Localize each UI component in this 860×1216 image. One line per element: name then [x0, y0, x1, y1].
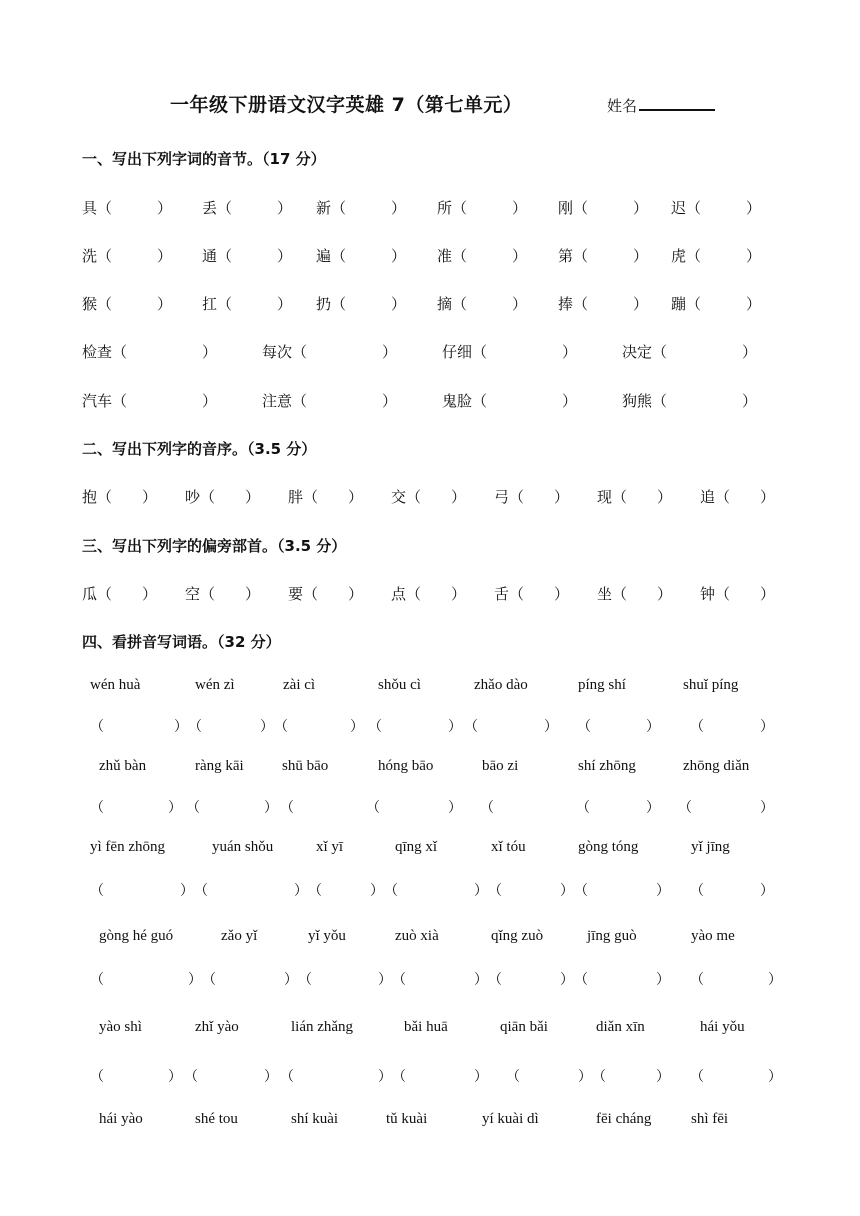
answer-close-paren[interactable]: ） [760, 719, 774, 735]
answer-close-paren[interactable]: ） [768, 972, 782, 988]
answer-close-paren[interactable]: ） [294, 883, 308, 899]
answer-row-2 [88, 797, 778, 817]
word-item[interactable]: 检查（ ） [82, 343, 218, 361]
pinyin-word: xǐ tóu [491, 839, 526, 855]
answer-close-paren[interactable]: ） [448, 800, 462, 816]
pinyin-word: hái yào [99, 1111, 143, 1127]
radical-item[interactable]: 瓜（ ） [82, 585, 158, 603]
answer-open-paren[interactable]: （ [392, 972, 406, 988]
pinyin-word: gòng hé guó [99, 928, 174, 944]
answer-close-paren[interactable]: ） [260, 719, 274, 735]
answer-row-4 [88, 969, 782, 989]
answer-close-paren[interactable]: ） [180, 883, 194, 899]
answer-open-paren[interactable]: （ [184, 1069, 198, 1085]
pinyin-word: lián zhǎng [291, 1019, 354, 1035]
answer-close-paren[interactable]: ） [378, 1069, 392, 1085]
pinyin-word: zhǔ bàn [99, 758, 147, 774]
pinyin-word: fēi cháng [596, 1111, 652, 1127]
answer-close-paren[interactable]: ） [474, 1069, 488, 1085]
pinyin-word: qiān bǎi [500, 1019, 548, 1035]
pinyin-word: shí zhōng [578, 758, 636, 774]
initial-item[interactable]: 吵（ ） [185, 488, 261, 506]
pinyin-word: hái yǒu [700, 1019, 745, 1035]
answer-close-paren[interactable]: ） [174, 719, 188, 735]
answer-close-paren[interactable]: ） [646, 719, 660, 735]
answer-open-paren[interactable]: （ [186, 800, 200, 816]
answer-open-paren[interactable]: （ [576, 800, 590, 816]
initial-row [82, 486, 782, 506]
radical-item[interactable]: 舌（ ） [494, 585, 570, 603]
pinyin-row-1 [88, 677, 778, 697]
answer-close-paren[interactable]: ） [560, 972, 574, 988]
pinyin-word: diǎn xīn [596, 1019, 645, 1035]
initial-item[interactable]: 抱（ ） [82, 488, 158, 506]
answer-open-paren[interactable]: （ [690, 883, 704, 899]
radical-item[interactable]: 点（ ） [391, 585, 467, 603]
pinyin-word: tǔ kuài [386, 1111, 428, 1127]
pinyin-word: yuán shǒu [212, 839, 274, 855]
pinyin-word: yào shì [99, 1019, 142, 1035]
answer-open-paren[interactable]: （ [690, 1069, 704, 1085]
answer-open-paren[interactable]: （ [384, 883, 398, 899]
char-item[interactable]: 扛（ ） [202, 295, 293, 313]
pinyin-word: bǎi huā [404, 1019, 448, 1035]
answer-open-paren[interactable]: （ [298, 972, 312, 988]
answer-open-paren[interactable]: （ [280, 800, 294, 816]
answer-close-paren[interactable]: ） [448, 719, 462, 735]
answer-open-paren[interactable]: （ [90, 800, 104, 816]
word-item[interactable]: 决定（ ） [622, 343, 758, 361]
answer-close-paren[interactable]: ） [656, 883, 670, 899]
page-title: 一年级下册语文汉字英雄 7（第七单元） [170, 94, 523, 116]
char-item[interactable]: 蹦（ ） [671, 295, 762, 313]
answer-open-paren[interactable]: （ [488, 883, 502, 899]
char-item[interactable]: 迟（ ） [671, 199, 762, 217]
word-item[interactable]: 鬼脸（ ） [442, 392, 578, 410]
pinyin-word: shǒu cì [378, 677, 421, 693]
answer-close-paren[interactable]: ） [768, 1069, 782, 1085]
radical-row [82, 583, 782, 603]
pinyin-word: shì fēi [691, 1111, 729, 1127]
pinyin-word: zǎo yǐ [221, 928, 258, 944]
name-field[interactable] [607, 95, 715, 116]
word-row-2 [82, 390, 782, 410]
char-item[interactable]: 丢（ ） [202, 199, 293, 217]
char-item[interactable]: 刚（ ） [558, 199, 649, 217]
answer-open-paren[interactable]: （ [506, 1069, 520, 1085]
answer-open-paren[interactable]: （ [274, 719, 288, 735]
answer-row-3 [88, 880, 778, 900]
char-item[interactable]: 具（ ） [82, 199, 173, 217]
pinyin-word: qǐng zuò [491, 928, 544, 944]
answer-close-paren[interactable]: ） [760, 800, 774, 816]
answer-close-paren[interactable]: ） [168, 1069, 182, 1085]
answer-close-paren[interactable]: ） [474, 972, 488, 988]
char-item[interactable]: 洗（ ） [82, 247, 173, 265]
char-item[interactable]: 猴（ ） [82, 295, 173, 313]
char-row-2 [82, 245, 782, 265]
answer-open-paren[interactable]: （ [90, 719, 104, 735]
answer-open-paren[interactable]: （ [366, 800, 380, 816]
char-item[interactable]: 准（ ） [437, 247, 528, 265]
pinyin-row-3 [88, 839, 778, 859]
char-item[interactable]: 扔（ ） [316, 295, 407, 313]
pinyin-word: zài cì [283, 677, 316, 693]
char-item[interactable]: 摘（ ） [437, 295, 528, 313]
answer-row-1 [88, 716, 778, 736]
answer-open-paren[interactable]: （ [90, 883, 104, 899]
answer-open-paren[interactable]: （ [690, 719, 704, 735]
radical-item[interactable]: 要（ ） [288, 585, 364, 603]
char-row-3 [82, 293, 782, 313]
pinyin-word: jīng guò [587, 928, 637, 944]
pinyin-word: wén zì [195, 677, 235, 693]
pinyin-word: xǐ yī [316, 839, 344, 855]
answer-close-paren[interactable]: ） [188, 972, 202, 988]
answer-close-paren[interactable]: ） [760, 883, 774, 899]
answer-close-paren[interactable]: ） [578, 1069, 592, 1085]
char-row-1 [82, 197, 782, 217]
answer-close-paren[interactable]: ） [378, 972, 392, 988]
answer-open-paren[interactable]: （ [574, 972, 588, 988]
answer-close-paren[interactable]: ） [544, 719, 558, 735]
char-item[interactable]: 所（ ） [437, 199, 528, 217]
pinyin-word: qīng xǐ [395, 839, 438, 855]
answer-close-paren[interactable]: ） [370, 883, 384, 899]
answer-open-paren[interactable]: （ [480, 800, 494, 816]
char-item[interactable]: 遍（ ） [316, 247, 407, 265]
pinyin-word: wén huà [90, 677, 141, 693]
answer-close-paren[interactable]: ） [560, 883, 574, 899]
answer-open-paren[interactable]: （ [308, 883, 322, 899]
pinyin-row-6 [88, 1111, 778, 1131]
word-item[interactable]: 注意（ ） [262, 392, 398, 410]
section-1-heading: 一、写出下列字词的音节。（17 分） [82, 150, 326, 168]
pinyin-row-4 [88, 928, 778, 948]
answer-open-paren[interactable]: （ [690, 972, 704, 988]
pinyin-word: yào me [691, 928, 735, 944]
answer-close-paren[interactable]: ） [474, 883, 488, 899]
answer-open-paren[interactable]: （ [392, 1069, 406, 1085]
answer-open-paren[interactable]: （ [488, 972, 502, 988]
pinyin-word: yǐ jīng [691, 839, 730, 855]
pinyin-word: yí kuài dì [482, 1111, 539, 1127]
section-3-heading: 三、写出下列字的偏旁部首。（3.5 分） [82, 537, 347, 555]
pinyin-word: shé tou [195, 1111, 238, 1127]
answer-close-paren[interactable]: ） [656, 1069, 670, 1085]
name-label: 姓名 [607, 97, 638, 115]
char-item[interactable]: 虎（ ） [671, 247, 762, 265]
pinyin-word: gòng tóng [578, 839, 639, 855]
word-item[interactable]: 狗熊（ ） [622, 392, 758, 410]
answer-close-paren[interactable]: ） [264, 1069, 278, 1085]
answer-open-paren[interactable]: （ [280, 1069, 294, 1085]
initial-item[interactable]: 追（ ） [700, 488, 776, 506]
initial-item[interactable]: 弓（ ） [494, 488, 570, 506]
radical-item[interactable]: 空（ ） [185, 585, 261, 603]
pinyin-word: zhǎo dào [474, 677, 528, 693]
pinyin-word: yǐ yǒu [308, 928, 346, 944]
radical-item[interactable]: 坐（ ） [597, 585, 673, 603]
answer-open-paren[interactable]: （ [577, 719, 591, 735]
word-item[interactable]: 每次（ ） [262, 343, 398, 361]
initial-item[interactable]: 胖（ ） [288, 488, 364, 506]
answer-open-paren[interactable]: （ [202, 972, 216, 988]
initial-item[interactable]: 交（ ） [391, 488, 467, 506]
section-2-heading: 二、写出下列字的音序。（3.5 分） [82, 440, 317, 458]
word-item[interactable]: 仔细（ ） [442, 343, 578, 361]
answer-close-paren[interactable]: ） [284, 972, 298, 988]
name-blank-line[interactable] [639, 95, 715, 111]
pinyin-word: píng shí [578, 677, 626, 693]
answer-close-paren[interactable]: ） [656, 972, 670, 988]
answer-close-paren[interactable]: ） [168, 800, 182, 816]
initial-item[interactable]: 现（ ） [597, 488, 673, 506]
word-item[interactable]: 汽车（ ） [82, 392, 218, 410]
pinyin-row-2 [88, 758, 778, 778]
char-item[interactable]: 捧（ ） [558, 295, 649, 313]
answer-open-paren[interactable]: （ [90, 972, 104, 988]
answer-open-paren[interactable]: （ [188, 719, 202, 735]
pinyin-word: ràng kāi [195, 758, 244, 774]
pinyin-word: zhōng diǎn [683, 758, 750, 774]
answer-open-paren[interactable]: （ [678, 800, 692, 816]
answer-row-5 [88, 1066, 782, 1086]
char-item[interactable]: 第（ ） [558, 247, 649, 265]
pinyin-row-5 [88, 1019, 778, 1039]
char-item[interactable]: 新（ ） [316, 199, 407, 217]
pinyin-word: zhǐ yào [195, 1019, 239, 1035]
answer-open-paren[interactable]: （ [592, 1069, 606, 1085]
pinyin-word: yì fēn zhōng [90, 839, 165, 855]
char-item[interactable]: 通（ ） [202, 247, 293, 265]
answer-close-paren[interactable]: ） [350, 719, 364, 735]
pinyin-word: zuò xià [395, 928, 439, 944]
answer-open-paren[interactable]: （ [90, 1069, 104, 1085]
answer-close-paren[interactable]: ） [646, 800, 660, 816]
pinyin-word: shū bāo [282, 758, 329, 774]
answer-open-paren[interactable]: （ [574, 883, 588, 899]
answer-close-paren[interactable]: ） [264, 800, 278, 816]
section-4-heading: 四、看拼音写词语。（32 分） [82, 633, 281, 651]
answer-open-paren[interactable]: （ [368, 719, 382, 735]
answer-open-paren[interactable]: （ [464, 719, 478, 735]
pinyin-word: bāo zi [482, 758, 519, 774]
pinyin-word: shí kuài [291, 1111, 339, 1127]
pinyin-word: hóng bāo [378, 758, 434, 774]
pinyin-word: shuǐ píng [683, 677, 739, 693]
answer-open-paren[interactable]: （ [194, 883, 208, 899]
radical-item[interactable]: 钟（ ） [700, 585, 776, 603]
word-row-1 [82, 341, 782, 361]
